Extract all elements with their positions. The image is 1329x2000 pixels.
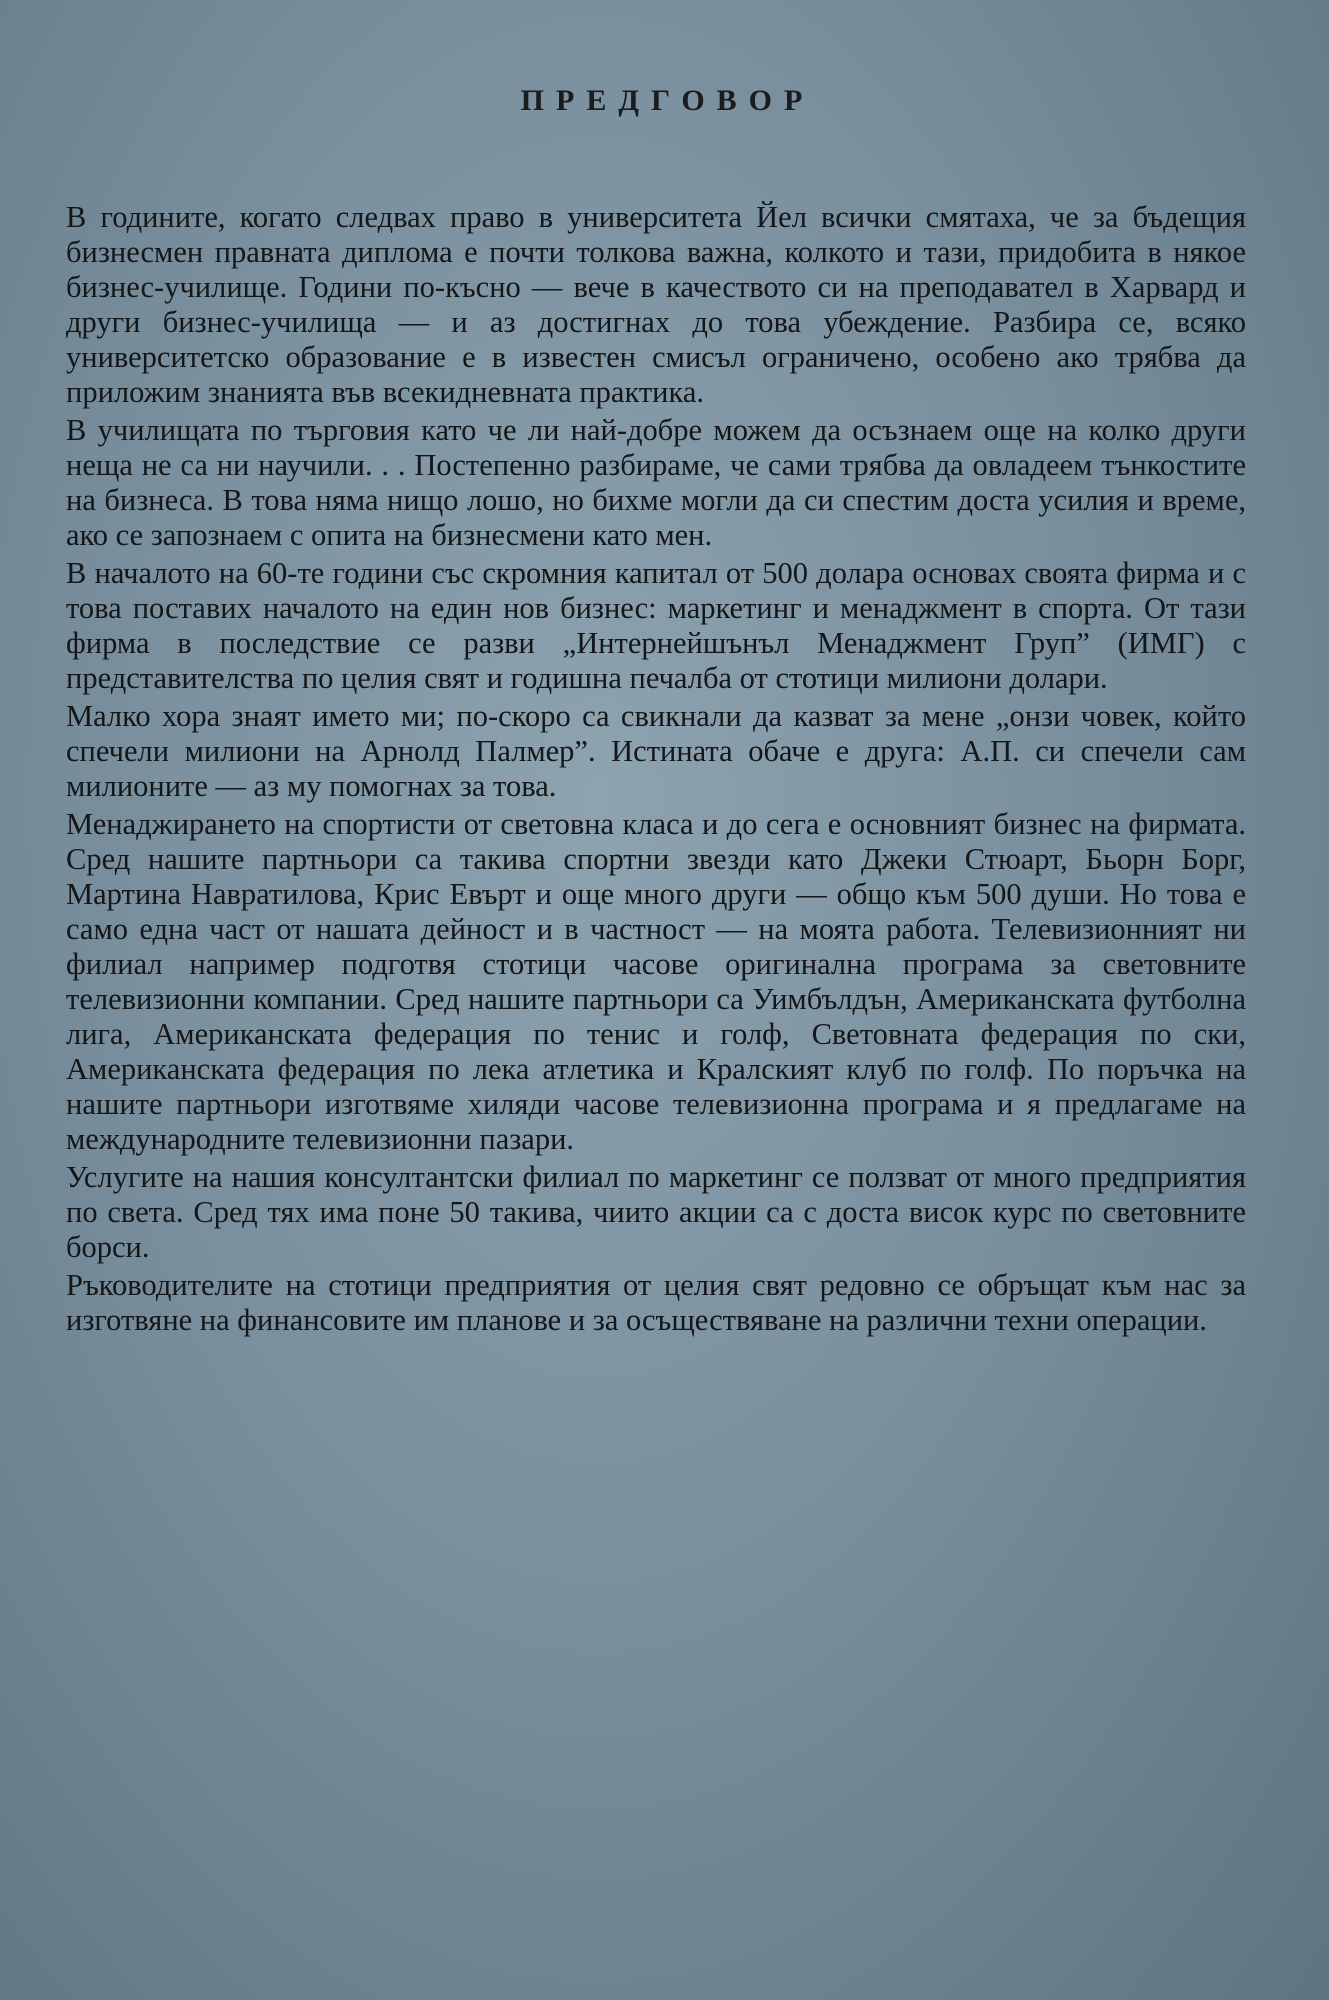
page-title: ПРЕДГОВОР <box>520 84 815 117</box>
preface-body <box>66 200 1246 1338</box>
paragraph-5: Менаджирането на спортисти от световна класа и до сега е основният бизнес на фирмата. Сред нашите партньори са такива спортни звезди като Джеки Стюарт, Бьорн Борг, Мартина Навратилова, Крис Евърт и още много други — общо към 500 души. Но това е само една част от нашата дейност и в частност — на моята работа. Телевизионният ни филиал например подготвя стотици часове оригинална програма за световните телевизионни компании. Сред нашите партньори са Уимбълдън, Американската футболна лига, Американската федерация по тенис и голф, Световната федерация по ски, Американската федерация по лека атлетика и Кралският клуб по голф. По поръчка на нашите партньори изготвяме хиляди часове телевизионна програма и я предлагаме на международните телевизионни пазари. <box>66 807 1246 1156</box>
paragraph-6: Услугите на нашия консултантски филиал по маркетинг се ползват от много предприятия по света. Сред тях има поне 50 такива, чиито акции са с доста висок курс по световните борси. <box>66 1160 1246 1264</box>
paragraph-3: В началото на 60-те години със скромния капитал от 500 долара основах своята фирма и с това поставих началото на един нов бизнес: маркетинг и менаджмент в спорта. От тази фирма в последствие се разви „Интернейшънъл Менаджмент Груп” (ИМГ) с представителства по целия свят и годишна печалба от стотици милиони долари. <box>66 556 1246 695</box>
paragraph-1: В годините, когато следвах право в университета Йел всички смятаха, че за бъдещия бизнесмен правната диплома е почти толкова важна, колкото и тази, придобита в някое бизнес-училище. Години по-късно — вече в качеството си на преподавател в Харвард и други бизнес-училища — и аз достигнах до това убеждение. Разбира се, всяко университетско образование е в известен смисъл ограничено, особено ако трябва да приложим знанията във всекидневната практика. <box>66 200 1246 409</box>
paragraph-4: Малко хора знаят името ми; по-скоро са свикнали да казват за мене „онзи човек, който спечели милиони на Арнолд Палмер”. Истината обаче е друга: А.П. си спечели сам милионите — аз му помогнах за това. <box>66 699 1246 803</box>
paragraph-7: Ръководителите на стотици предприятия от целия свят редовно се обръщат към нас за изготвяне на финансовите им планове и за осъществяване на различни техни операции. <box>66 1268 1246 1337</box>
paragraph-2: В училищата по търговия като че ли най-добре можем да осъзнаем още на колко други неща не са ни научили. . . Постепенно разбираме, че сами трябва да овладеем тънкостите на бизнеса. В това няма нищо лошо, но бихме могли да си спестим доста усилия и време, ако се запознаем с опита на бизнесмени като мен. <box>66 413 1246 552</box>
